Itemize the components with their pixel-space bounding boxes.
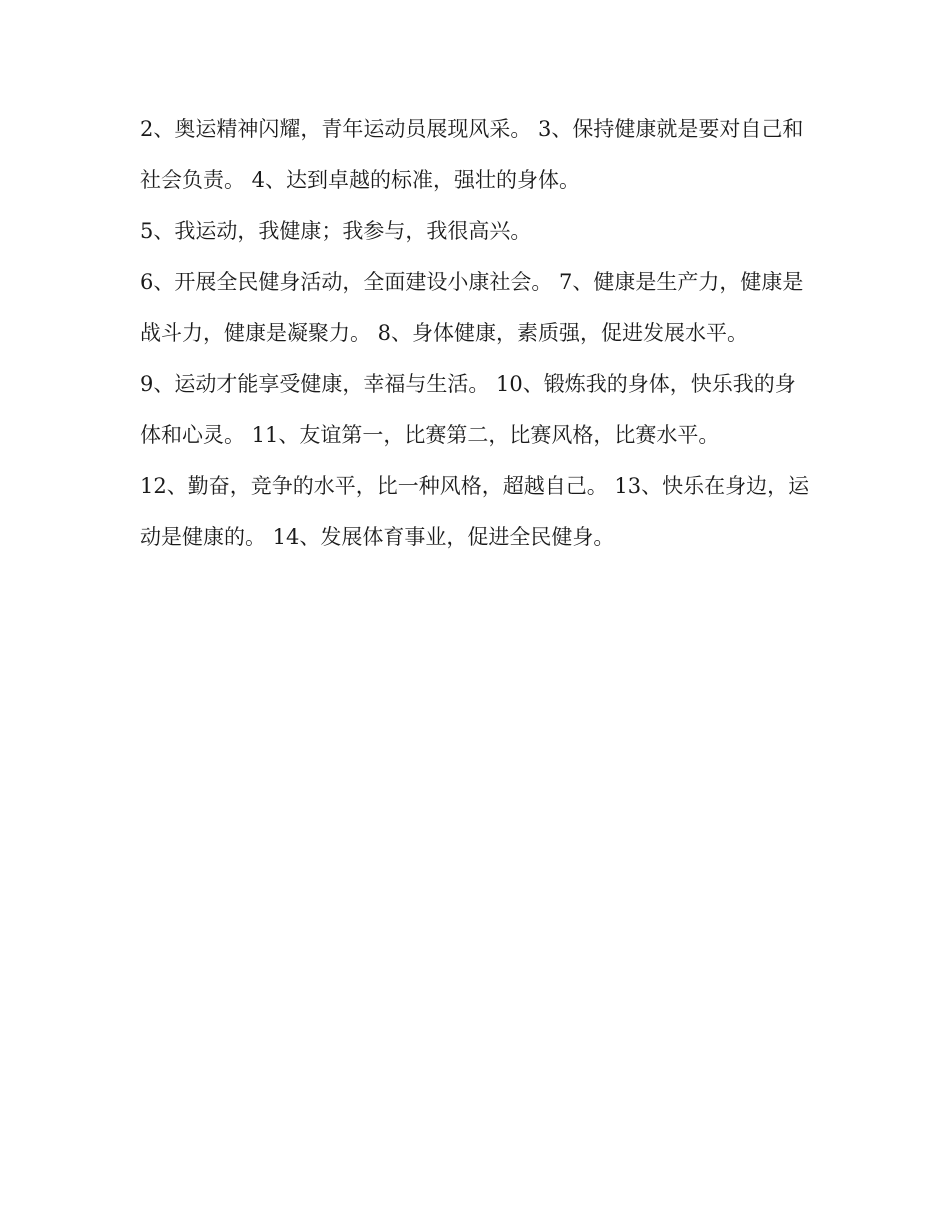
document-body: [140, 104, 812, 563]
paragraph: 12、勤奋，竞争的水平，比一种风格，超越自己。 13、快乐在身边，运动是健康的。 14、发展体育事业，促进全民健身。: [140, 474, 810, 549]
paragraph: 6、开展全民健身活动，全面建设小康社会。 7、健康是生产力，健康是战斗力，健康是凝聚力。 8、身体健康，素质强，促进发展水平。: [140, 270, 804, 345]
paragraph: 9、运动才能享受健康，幸福与生活。 10、锻炼我的身体，快乐我的身体和心灵。 11、友谊第一，比赛第二，比赛风格，比赛水平。: [140, 372, 796, 447]
paragraph: 2、奥运精神闪耀，青年运动员展现风采。 3、保持健康就是要对自己和社会负责。 4、达到卓越的标准，强壮的身体。: [140, 117, 804, 192]
paragraph: 5、我运动，我健康；我参与，我很高兴。: [140, 219, 532, 243]
